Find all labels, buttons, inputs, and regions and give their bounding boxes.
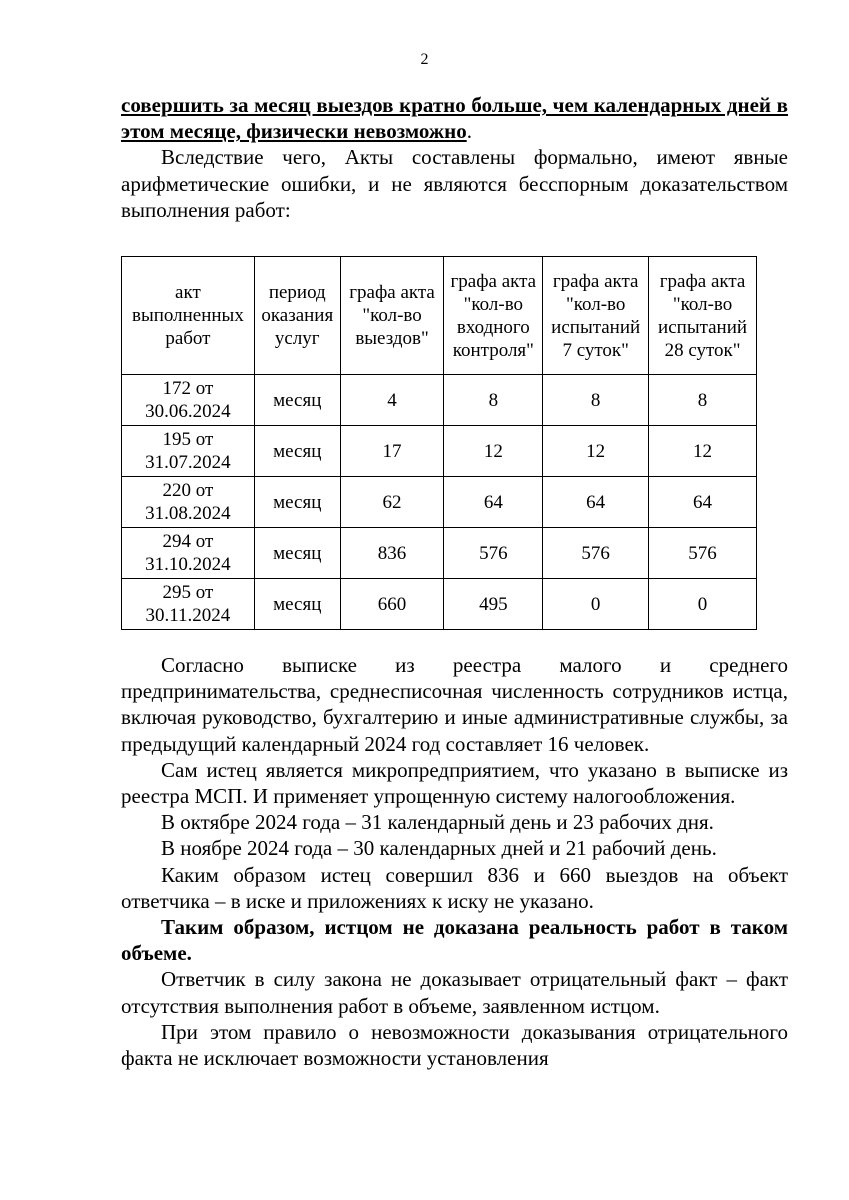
cell-trips: 836 (340, 528, 444, 579)
cell-incoming-control: 495 (444, 579, 543, 630)
cell-tests-28-days: 64 (649, 477, 757, 528)
cell-act: 195 от 31.07.2024 (122, 426, 255, 477)
cell-period: месяц (254, 375, 340, 426)
cell-tests-7-days: 64 (543, 477, 649, 528)
table-spacer (121, 630, 788, 652)
intro-bold-underlined-text: совершить за месяц выездов кратно больше, чем календарных дней в этом месяце, физически невозможно (121, 93, 788, 144)
cell-tests-28-days: 8 (649, 375, 757, 426)
cell-trips: 660 (340, 579, 444, 630)
cell-tests-28-days: 576 (649, 528, 757, 579)
cell-incoming-control: 576 (444, 528, 543, 579)
header-tests-28-days: графа акта "кол-во испытаний 28 суток" (649, 257, 757, 375)
cell-act: 295 от 30.11.2024 (122, 579, 255, 630)
table-row (122, 579, 757, 630)
cell-tests-28-days: 0 (649, 579, 757, 630)
cell-tests-7-days: 576 (543, 528, 649, 579)
cell-period: месяц (254, 579, 340, 630)
header-tests-7-days: графа акта "кол-во испытаний 7 суток" (543, 257, 649, 375)
cell-period: месяц (254, 426, 340, 477)
cell-act: 172 от 30.06.2024 (122, 375, 255, 426)
paragraph-negative-fact: Ответчик в силу закона не доказывает отрицательный факт – факт отсутствия выполнения работ в объеме, заявленном истцом. (121, 967, 788, 1018)
intro-paragraph (121, 92, 788, 144)
paragraph-october-days: В октябре 2024 года – 31 календарный день и 23 рабочих дня. (161, 810, 714, 835)
paragraph-consequently: Вследствие чего, Акты составлены формально, имеют явные арифметические ошибки, и не являются бесспорным доказательством выполнения работ: (121, 145, 788, 222)
paragraph-bold-conclusion: Таким образом, истцом не доказана реальность работ в таком объеме. (121, 915, 788, 966)
cell-tests-7-days: 8 (543, 375, 649, 426)
paragraph-sme-registry: Согласно выписке из реестра малого и среднего предпринимательства, среднесписочная численность сотрудников истца, включая руководство, бухгалтерию и иные административные службы, за предыдущий календарный 2024 год составляет 16 человек. (121, 653, 788, 756)
header-act: акт выполненных работ (122, 257, 255, 375)
cell-tests-28-days: 12 (649, 426, 757, 477)
document-body (121, 92, 788, 1071)
table-row (122, 477, 757, 528)
cell-tests-7-days: 12 (543, 426, 649, 477)
cell-period: месяц (254, 528, 340, 579)
cell-period: месяц (254, 477, 340, 528)
paragraph-micro-enterprise: Сам истец является микропредприятием, что указано в выписке из реестра МСП. И применяет упрощенную систему налогообложения. (121, 757, 788, 809)
cell-trips: 4 (340, 375, 444, 426)
cell-act: 294 от 31.10.2024 (122, 528, 255, 579)
paragraph-november-days: В ноябре 2024 года – 30 календарных дней и 21 рабочий день. (161, 836, 717, 861)
cell-incoming-control: 8 (444, 375, 543, 426)
cell-trips: 17 (340, 426, 444, 477)
table-row (122, 375, 757, 426)
table-header-row (122, 257, 757, 375)
header-incoming-control: графа акта "кол-во входного контроля" (444, 257, 543, 375)
cell-tests-7-days: 0 (543, 579, 649, 630)
paragraph-rule-negative-fact: При этом правило о невозможности доказывания отрицательного факта не исключает возможности установления (121, 1019, 788, 1071)
table-row (122, 426, 757, 477)
intro-period: . (466, 119, 472, 144)
cell-incoming-control: 12 (444, 426, 543, 477)
cell-incoming-control: 64 (444, 477, 543, 528)
header-period: период оказания услуг (254, 257, 340, 375)
acts-table (121, 256, 757, 630)
table-row (122, 528, 757, 579)
paragraph-trips-question: Каким образом истец совершил 836 и 660 выездов на объект ответчика – в иске и приложениях к иску не указано. (121, 862, 788, 913)
cell-trips: 62 (340, 477, 444, 528)
header-trips: графа акта "кол-во выездов" (340, 257, 444, 375)
cell-act: 220 от 31.08.2024 (122, 477, 255, 528)
page-number: 2 (420, 51, 429, 68)
